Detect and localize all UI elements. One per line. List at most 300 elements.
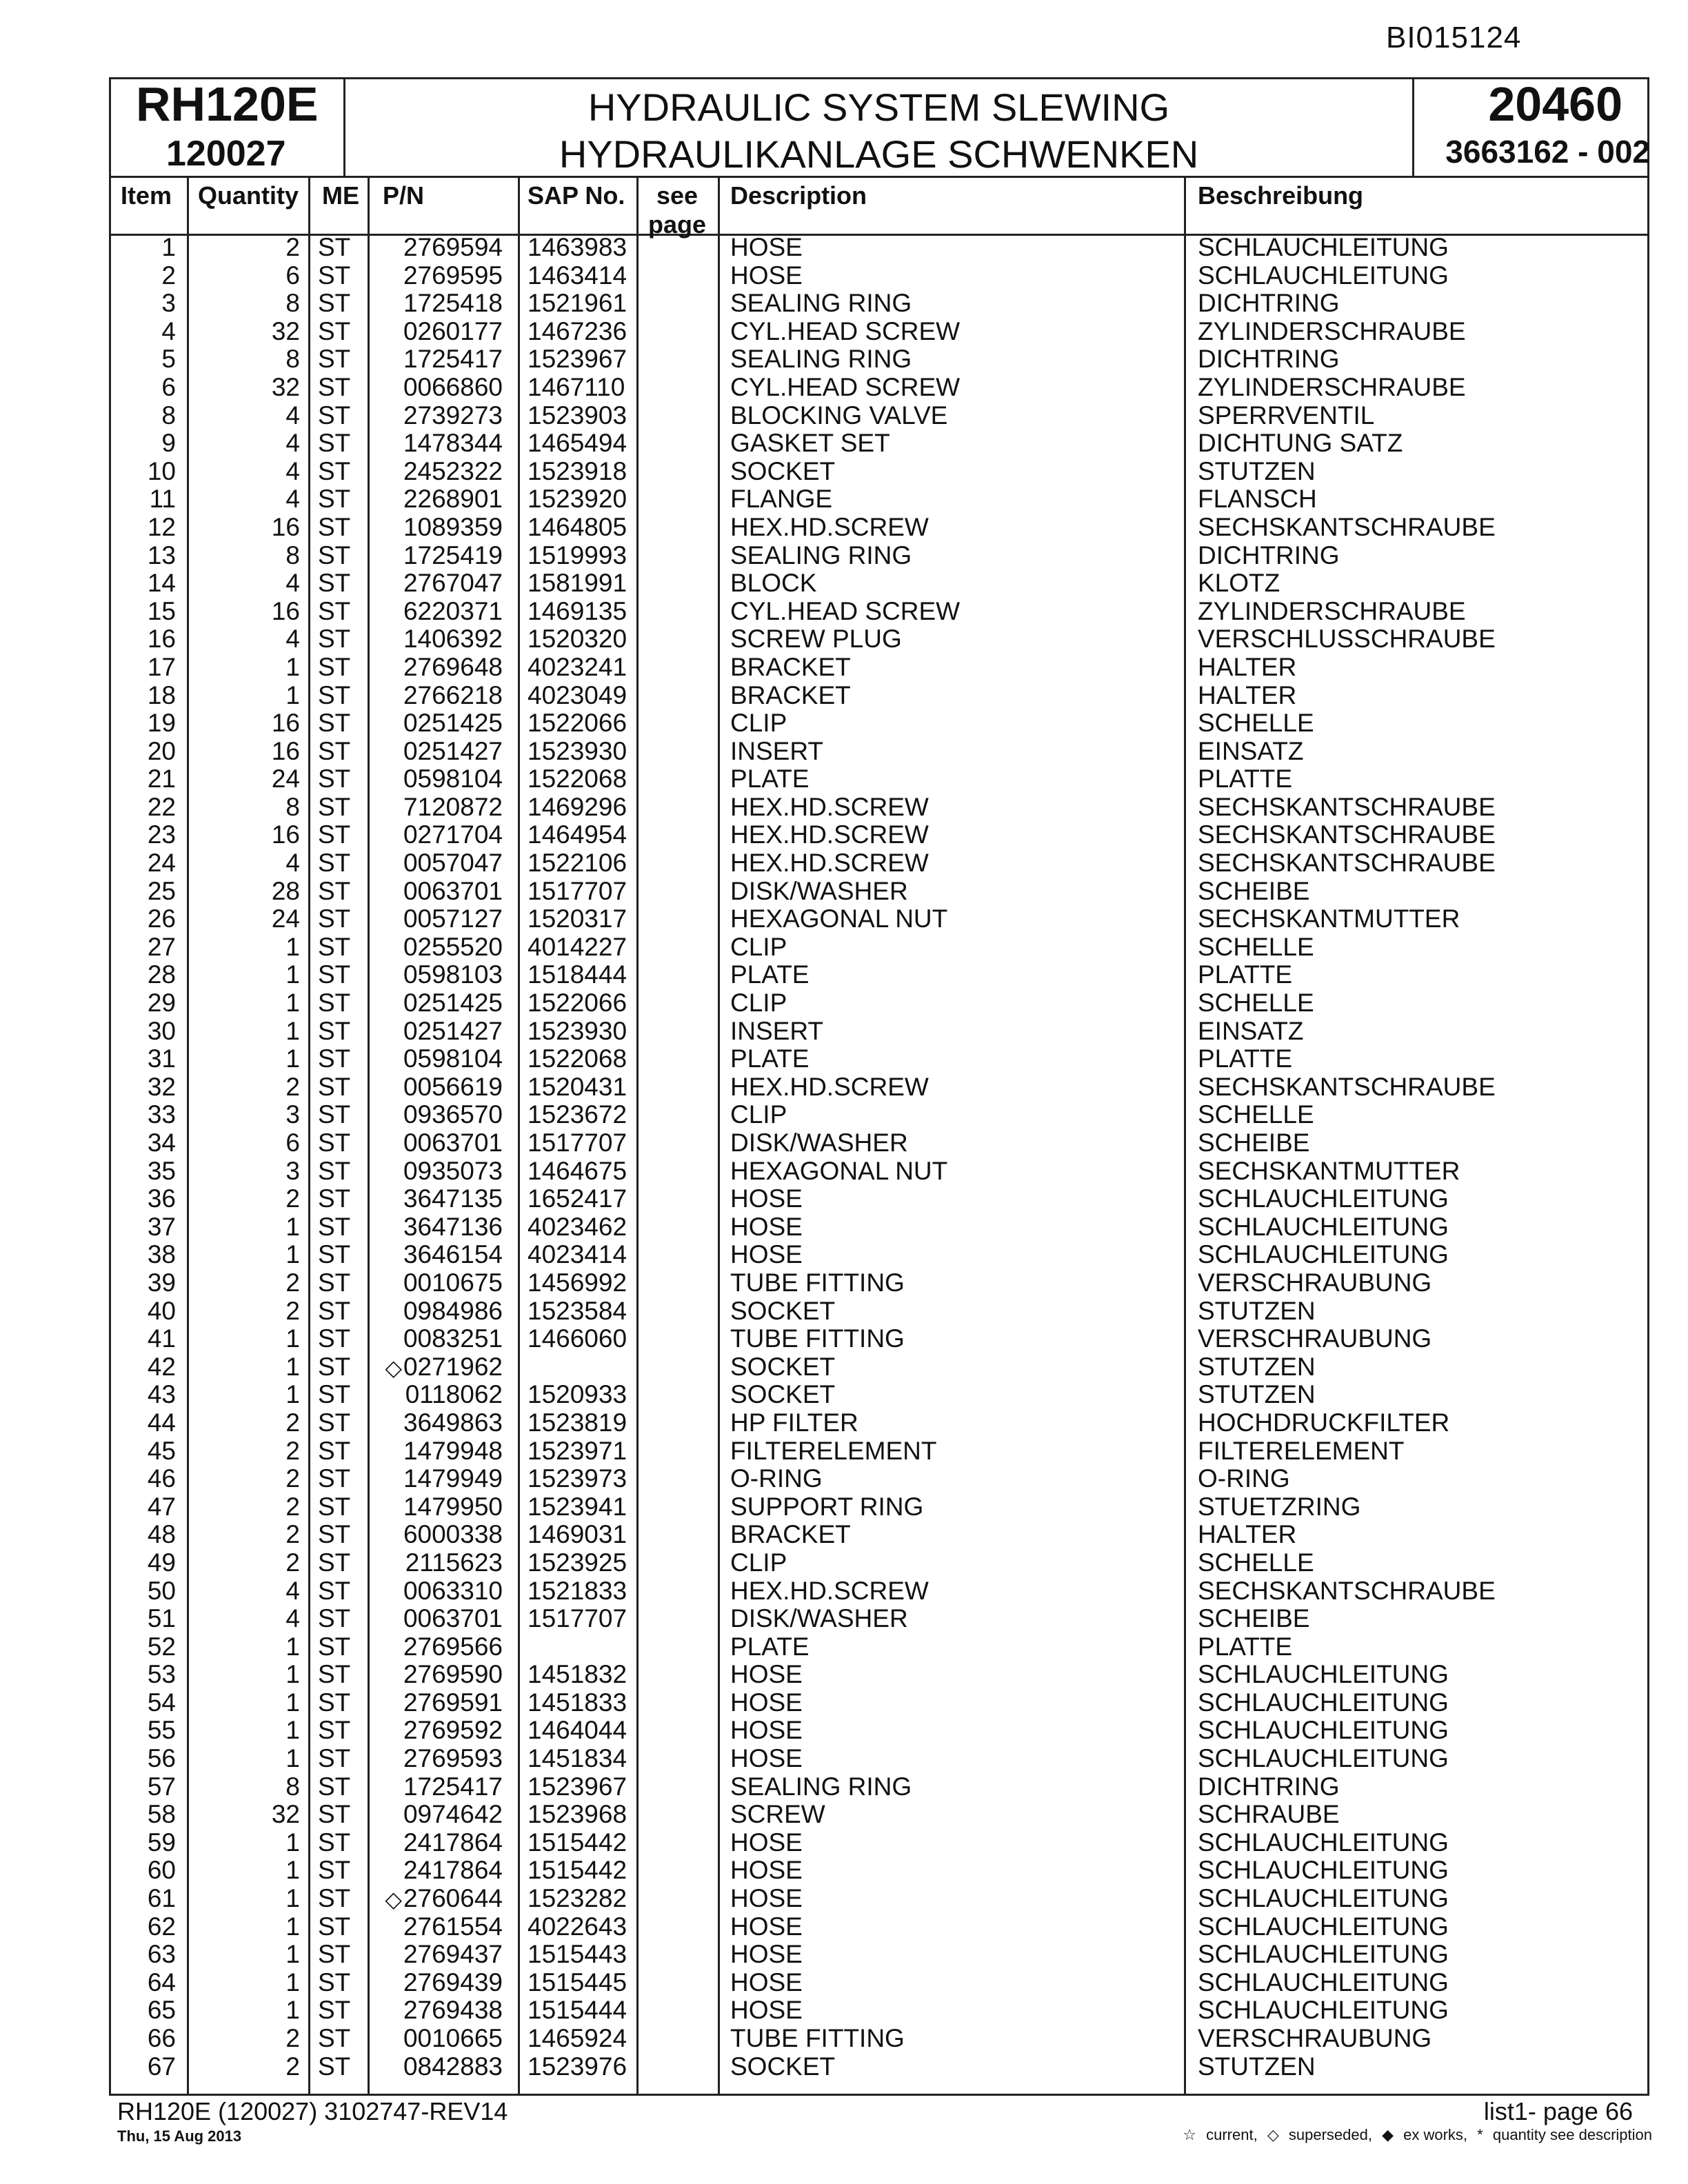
description: FILTERELEMENT [730,1436,937,1465]
unit: ST [318,1772,351,1801]
beschreibung: HALTER [1198,680,1297,709]
quantity: 16 [271,736,300,765]
title-english: HYDRAULIC SYSTEM SLEWING [587,85,1170,129]
footer-date: Thu, 15 Aug 2013 [117,2127,242,2145]
description: HOSE [730,1212,803,1241]
model-name: RH120E [136,77,319,131]
item-number: 2 [161,261,176,290]
part-number: 2769566 [403,1632,503,1661]
beschreibung: STUETZRING [1198,1492,1361,1521]
quantity: 2 [285,2052,300,2081]
legend-current: current, [1206,2126,1258,2143]
table-row [111,654,1647,682]
sap-number: 1451832 [528,1660,627,1689]
table-row [111,625,1647,654]
beschreibung: DICHTRING [1198,1772,1340,1801]
unit: ST [318,1548,351,1577]
table-row [111,1129,1647,1157]
item-number: 3 [161,289,176,318]
description: HOSE [730,1184,803,1213]
quantity: 2 [285,1184,300,1213]
table-row [111,1661,1647,1689]
unit: ST [318,904,351,933]
item-number: 56 [147,1744,176,1773]
part-number: 6220371 [403,596,503,625]
unit: ST [318,1016,351,1045]
beschreibung: SCHRAUBE [1198,1800,1340,1829]
unit: ST [318,1380,351,1409]
unit: ST [318,765,351,793]
unit: ST [318,1212,351,1241]
beschreibung: STUTZEN [1198,456,1316,485]
item-number: 58 [147,1800,176,1829]
part-number: 2769438 [403,1996,503,2025]
part-number: 0066860 [403,372,503,401]
description: HP FILTER [730,1408,858,1437]
table-row [111,738,1647,766]
item-number: 18 [147,680,176,709]
item-number: 30 [147,1016,176,1045]
table-row [111,1101,1647,1129]
quantity: 28 [271,876,300,905]
unit: ST [318,1072,351,1101]
sap-number: 1523976 [528,2052,627,2081]
table-row [111,1969,1647,1997]
beschreibung: SCHLAUCHLEITUNG [1198,1940,1449,1969]
table-row [111,1857,1647,1885]
beschreibung: SCHLAUCHLEITUNG [1198,1968,1449,1996]
sap-number: 1464044 [528,1716,627,1745]
beschreibung: PLATTE [1198,960,1293,989]
description: CLIP [730,932,787,961]
beschreibung: SCHLAUCHLEITUNG [1198,261,1449,290]
item-number: 32 [147,1072,176,1101]
quantity: 16 [271,709,300,738]
beschreibung: PLATTE [1198,765,1293,793]
beschreibung: STUTZEN [1198,1296,1316,1325]
description: SOCKET [730,2052,836,2081]
description: GASKET SET [730,429,890,458]
table-row [111,1073,1647,1102]
beschreibung: STUTZEN [1198,2052,1316,2081]
unit: ST [318,345,351,374]
quantity: 4 [285,1604,300,1633]
unit: ST [318,1604,351,1633]
unit: ST [318,1520,351,1549]
part-number-value: 0271962 [403,1352,503,1381]
quantity: 16 [271,596,300,625]
quantity: 4 [285,401,300,429]
item-number: 60 [147,1856,176,1885]
description: HOSE [730,1240,803,1269]
part-number: 0063310 [403,1576,503,1605]
quantity: 2 [285,1408,300,1437]
sap-number: 1521961 [528,289,627,318]
sap-number: 1581991 [528,569,627,598]
beschreibung: PLATTE [1198,1632,1293,1661]
part-number: 1479949 [403,1464,503,1493]
unit: ST [318,1296,351,1325]
beschreibung: SCHELLE [1198,1548,1314,1577]
description: CLIP [730,989,787,1018]
description: CLIP [730,1548,787,1577]
beschreibung: SCHEIBE [1198,1129,1310,1157]
part-number: 0935073 [403,1156,503,1185]
quantity: 4 [285,1576,300,1605]
table-row [111,1605,1647,1633]
table-row [111,1717,1647,1745]
item-number: 57 [147,1772,176,1801]
part-number: 2769590 [403,1660,503,1689]
description: BLOCKING VALVE [730,401,948,429]
table-row [111,318,1647,346]
part-number: 2769591 [403,1688,503,1717]
sap-number: 4023414 [528,1240,627,1269]
part-number [385,1885,503,1914]
description: SEALING RING [730,289,912,318]
part-number: 2739273 [403,401,503,429]
description: TUBE FITTING [730,1324,905,1353]
part-number: 0083251 [403,1324,503,1353]
quantity: 32 [271,316,300,345]
footer-document-info: RH120E (120027) 3102747-REV14 [117,2097,508,2125]
item-number: 20 [147,736,176,765]
description: HOSE [730,1940,803,1969]
item-number: 36 [147,1184,176,1213]
header [111,77,1650,178]
unit: ST [318,932,351,961]
beschreibung: FLANSCH [1198,485,1317,514]
description: CLIP [730,709,787,738]
quantity: 1 [285,1688,300,1717]
quantity: 32 [271,1800,300,1829]
item-number: 37 [147,1212,176,1241]
table-row [111,542,1647,570]
item-number: 49 [147,1548,176,1577]
part-number: 0057127 [403,904,503,933]
description: HOSE [730,1660,803,1689]
sap-number: 1518444 [528,960,627,989]
part-number: 0118062 [405,1380,503,1409]
description: SEALING RING [730,345,912,374]
unit: ST [318,1408,351,1437]
item-number: 38 [147,1240,176,1269]
unit: ST [318,960,351,989]
item-number: 17 [147,652,176,681]
quantity: 8 [285,345,300,374]
table-row [111,793,1647,822]
sap-number: 4023241 [528,652,627,681]
item-number: 55 [147,1716,176,1745]
description: TUBE FITTING [730,2024,905,2052]
beschreibung: PLATTE [1198,1044,1293,1073]
quantity: 4 [285,456,300,485]
quantity: 2 [285,1548,300,1577]
sap-number: 1652417 [528,1184,627,1213]
table-row [111,933,1647,962]
table-row [111,1689,1647,1717]
quantity: 4 [285,429,300,458]
table-row [111,2025,1647,2053]
sap-number: 1515444 [528,1996,627,2025]
unit: ST [318,372,351,401]
part-number: 0936570 [403,1100,503,1129]
table-row [111,2053,1647,2081]
beschreibung: STUTZEN [1198,1380,1316,1409]
part-number: 0271704 [403,820,503,849]
item-number: 12 [147,512,176,541]
description: CYL.HEAD SCREW [730,372,961,401]
table-row [111,1045,1647,1073]
quantity: 4 [285,569,300,598]
part-number: 0260177 [403,316,503,345]
description: HOSE [730,233,803,261]
table-row [111,1018,1647,1046]
unit: ST [318,596,351,625]
unit: ST [318,792,351,821]
part-number: 3649863 [403,1408,503,1437]
table-row [111,262,1647,290]
beschreibung: DICHTUNG SATZ [1198,429,1403,458]
beschreibung: SCHLAUCHLEITUNG [1198,1660,1449,1689]
sap-number: 1523282 [528,1884,627,1913]
item-number: 26 [147,904,176,933]
part-number: 1725417 [403,1772,503,1801]
unit: ST [318,849,351,878]
sap-number: 1522066 [528,709,627,738]
beschreibung: FILTERELEMENT [1198,1436,1405,1465]
quantity: 1 [285,680,300,709]
item-number: 29 [147,989,176,1018]
item-number: 62 [147,1912,176,1941]
unit: ST [318,2024,351,2052]
sap-number: 1517707 [528,876,627,905]
table-row [111,1577,1647,1606]
item-number: 44 [147,1408,176,1437]
quantity: 2 [285,1464,300,1493]
part-number: 0010675 [403,1268,503,1297]
quantity: 2 [285,1072,300,1101]
description: HOSE [730,1856,803,1885]
part-number: 0598104 [403,1044,503,1073]
description: SOCKET [730,1380,836,1409]
table-row [111,709,1647,738]
sap-number: 1523930 [528,736,627,765]
unit: ST [318,1464,351,1493]
description: TUBE FITTING [730,1268,905,1297]
quantity: 1 [285,1016,300,1045]
part-number: 0251425 [403,709,503,738]
item-number: 25 [147,876,176,905]
unit: ST [318,569,351,598]
table-row [111,290,1647,318]
table-row [111,598,1647,626]
part-number: 1725418 [403,289,503,318]
item-number: 40 [147,1296,176,1325]
beschreibung: VERSCHRAUBUNG [1198,1324,1432,1353]
unit: ST [318,1436,351,1465]
description: PLATE [730,960,810,989]
unit: ST [318,1940,351,1969]
part-number: 2417864 [403,1828,503,1857]
part-number: 2769648 [403,652,503,681]
table-row [111,1325,1647,1353]
part-number: 0842883 [403,2052,503,2081]
quantity: 16 [271,820,300,849]
table-row [111,1241,1647,1269]
item-number: 47 [147,1492,176,1521]
item-number: 65 [147,1996,176,2025]
sap-number: 1522068 [528,1044,627,1073]
unit: ST [318,261,351,290]
part-number: 0598103 [403,960,503,989]
item-number: 53 [147,1660,176,1689]
sap-number: 1523967 [528,345,627,374]
description: SEALING RING [730,1772,912,1801]
unit: ST [318,1129,351,1157]
unit: ST [318,540,351,569]
sap-number: 1515442 [528,1856,627,1885]
table-row [111,1521,1647,1549]
description: SUPPORT RING [730,1492,924,1521]
quantity: 24 [271,765,300,793]
description: SEALING RING [730,540,912,569]
part-number: 1725419 [403,540,503,569]
beschreibung: VERSCHRAUBUNG [1198,1268,1432,1297]
description: INSERT [730,1016,824,1045]
beschreibung: SCHLAUCHLEITUNG [1198,1996,1449,2025]
part-number: 2769437 [403,1940,503,1969]
beschreibung: SECHSKANTMUTTER [1198,1156,1460,1185]
unit: ST [318,1856,351,1885]
table-row [111,1157,1647,1186]
beschreibung: SECHSKANTSCHRAUBE [1198,1576,1496,1605]
part-number: 2769439 [403,1968,503,1996]
description: HEX.HD.SCREW [730,512,929,541]
sap-number: 1523819 [528,1408,627,1437]
star-icon: ☆ [1183,2126,1196,2143]
unit: ST [318,1156,351,1185]
description: PLATE [730,765,810,793]
beschreibung: SCHEIBE [1198,1604,1310,1633]
column-header-item: Item [121,181,172,210]
quantity: 2 [285,1520,300,1549]
part-number: 2769593 [403,1744,503,1773]
sap-number: 1523941 [528,1492,627,1521]
description: PLATE [730,1044,810,1073]
sap-number: 1456992 [528,1268,627,1297]
sap-number: 1464675 [528,1156,627,1185]
column-headers [111,176,1647,239]
unit: ST [318,1324,351,1353]
table-row [111,1885,1647,1913]
beschreibung: VERSCHRAUBUNG [1198,2024,1432,2052]
description: INSERT [730,736,824,765]
beschreibung: SCHELLE [1198,989,1314,1018]
beschreibung: ZYLINDERSCHRAUBE [1198,372,1466,401]
quantity: 24 [271,904,300,933]
description: HEX.HD.SCREW [730,1576,929,1605]
sap-number: 4022643 [528,1912,627,1941]
item-number: 42 [147,1352,176,1381]
beschreibung: KLOTZ [1198,569,1280,598]
sap-number: 1451834 [528,1744,627,1773]
item-number: 63 [147,1940,176,1969]
quantity: 1 [285,1884,300,1913]
quantity: 1 [285,1044,300,1073]
part-number: 3647136 [403,1212,503,1241]
legend-superseded: superseded, [1288,2126,1372,2143]
part-number: 0598104 [403,765,503,793]
quantity: 1 [285,1716,300,1745]
description: O-RING [730,1464,823,1493]
part-number: 0010665 [403,2024,503,2052]
description: BRACKET [730,1520,851,1549]
table-row [111,1353,1647,1382]
sap-number: 1469031 [528,1520,627,1549]
item-number: 61 [147,1884,176,1913]
item-number: 11 [149,485,176,514]
quantity: 8 [285,289,300,318]
table-row [111,1941,1647,1969]
quantity: 2 [285,233,300,261]
unit: ST [318,1352,351,1381]
item-number: 39 [147,1268,176,1297]
beschreibung: ZYLINDERSCHRAUBE [1198,596,1466,625]
table-row [111,1297,1647,1326]
part-number: 3646154 [403,1240,503,1269]
item-number: 28 [147,960,176,989]
beschreibung: DICHTRING [1198,289,1340,318]
item-number: 43 [147,1380,176,1409]
description: SCREW [730,1800,825,1829]
unit: ST [318,989,351,1018]
sap-number: 1515445 [528,1968,627,1996]
sap-number: 1523971 [528,1436,627,1465]
table-row [111,569,1647,598]
quantity: 16 [271,512,300,541]
part-number: 2761554 [403,1912,503,1941]
item-number: 21 [147,765,176,793]
item-number: 35 [147,1156,176,1185]
quantity: 2 [285,1268,300,1297]
description: HEXAGONAL NUT [730,1156,948,1185]
beschreibung: EINSATZ [1198,1016,1304,1045]
item-number: 10 [147,456,176,485]
unit: ST [318,1912,351,1941]
item-number: 41 [147,1324,176,1353]
part-number: 0063701 [403,1129,503,1157]
diamond-filled-icon: ◆ [1382,2126,1394,2143]
sap-number: 1465494 [528,429,627,458]
item-number: 13 [147,540,176,569]
part-number: 2417864 [403,1856,503,1885]
quantity: 1 [285,1940,300,1969]
group-number: 20460 [1488,77,1622,131]
description: BLOCK [730,569,817,598]
sap-number: 1522106 [528,849,627,878]
beschreibung: DICHTRING [1198,540,1340,569]
table-row [111,1801,1647,1829]
part-number: 1406392 [403,625,503,654]
part-number: 0056619 [403,1072,503,1101]
beschreibung: SCHELLE [1198,1100,1314,1129]
beschreibung: SPERRVENTIL [1198,401,1375,429]
beschreibung: SCHLAUCHLEITUNG [1198,1744,1449,1773]
unit: ST [318,456,351,485]
table-row [111,1549,1647,1577]
column-header-see-page: see page [647,181,707,239]
